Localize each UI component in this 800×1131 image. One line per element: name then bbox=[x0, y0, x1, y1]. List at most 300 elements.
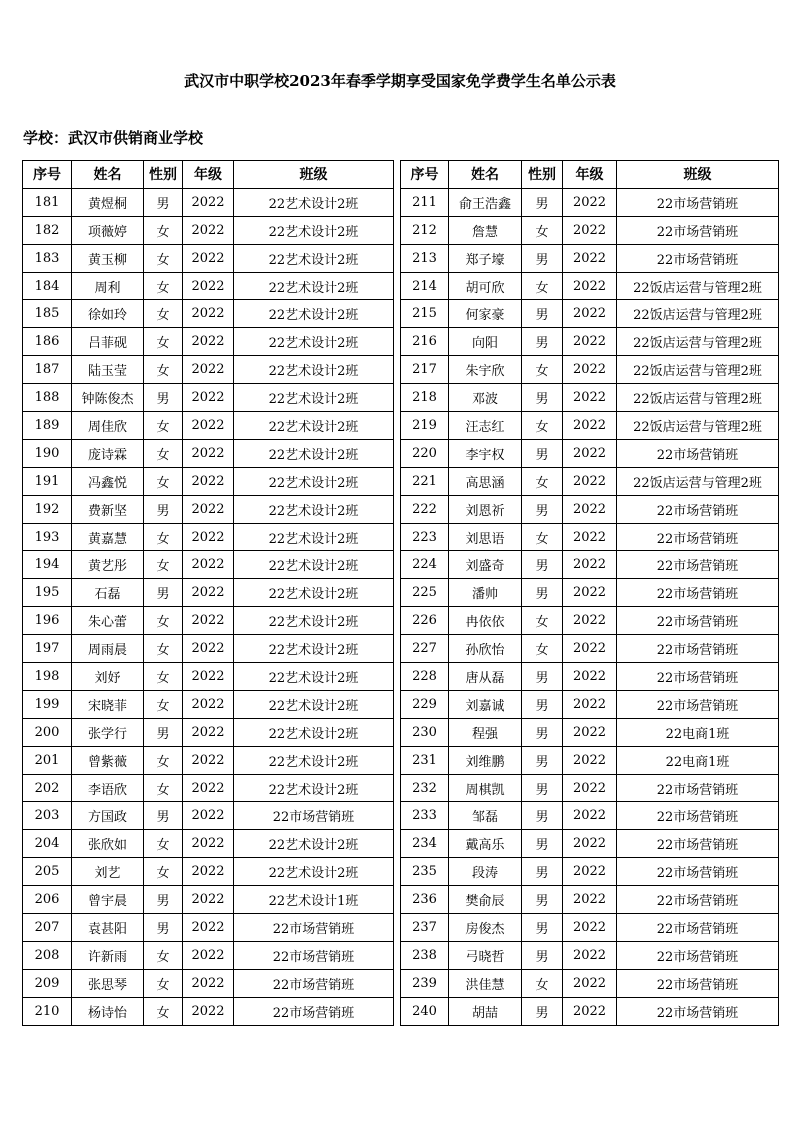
cell-gender: 女 bbox=[144, 272, 183, 300]
cell-name: 庞诗霖 bbox=[72, 439, 144, 467]
cell-name: 邹磊 bbox=[449, 802, 522, 830]
cell-class: 22市场营销班 bbox=[617, 914, 779, 942]
cell-gender: 男 bbox=[144, 718, 183, 746]
cell-grade: 2022 bbox=[563, 941, 617, 969]
cell-class: 22饭店运营与管理2班 bbox=[617, 300, 779, 328]
table-row bbox=[401, 272, 779, 300]
cell-index: 222 bbox=[401, 495, 449, 523]
cell-name: 刘盛奇 bbox=[449, 551, 522, 579]
cell-grade: 2022 bbox=[183, 523, 234, 551]
cell-name: 高思涵 bbox=[449, 467, 522, 495]
cell-class: 22艺术设计2班 bbox=[234, 300, 394, 328]
cell-name: 袁甚阳 bbox=[72, 914, 144, 942]
table-row bbox=[401, 941, 779, 969]
cell-grade: 2022 bbox=[563, 244, 617, 272]
cell-name: 刘恩祈 bbox=[449, 495, 522, 523]
cell-name: 吕菲砚 bbox=[72, 328, 144, 356]
cell-name: 胡可欣 bbox=[449, 272, 522, 300]
cell-gender: 男 bbox=[522, 802, 563, 830]
cell-index: 224 bbox=[401, 551, 449, 579]
cell-gender: 男 bbox=[522, 328, 563, 356]
cell-name: 刘艺 bbox=[72, 858, 144, 886]
cell-name: 邓波 bbox=[449, 384, 522, 412]
cell-index: 209 bbox=[23, 969, 72, 997]
cell-index: 186 bbox=[23, 328, 72, 356]
cell-index: 213 bbox=[401, 244, 449, 272]
cell-class: 22饭店运营与管理2班 bbox=[617, 356, 779, 384]
cell-name: 弓晓哲 bbox=[449, 941, 522, 969]
cell-gender: 男 bbox=[522, 663, 563, 691]
student-table-left bbox=[22, 160, 394, 1026]
cell-class: 22艺术设计2班 bbox=[234, 551, 394, 579]
cell-class: 22市场营销班 bbox=[617, 439, 779, 467]
table-row bbox=[401, 467, 779, 495]
cell-grade: 2022 bbox=[183, 467, 234, 495]
cell-index: 201 bbox=[23, 746, 72, 774]
cell-gender: 女 bbox=[144, 244, 183, 272]
cell-gender: 女 bbox=[144, 551, 183, 579]
cell-grade: 2022 bbox=[563, 384, 617, 412]
cell-grade: 2022 bbox=[183, 607, 234, 635]
page-title: 武汉市中职学校2023年春季学期享受国家免学费学生名单公示表 bbox=[184, 72, 616, 90]
cell-name: 黄玉柳 bbox=[72, 244, 144, 272]
cell-gender: 男 bbox=[522, 690, 563, 718]
cell-name: 宋晓菲 bbox=[72, 690, 144, 718]
cell-name: 唐从磊 bbox=[449, 663, 522, 691]
table-row bbox=[23, 746, 394, 774]
cell-index: 226 bbox=[401, 607, 449, 635]
cell-gender: 女 bbox=[144, 830, 183, 858]
cell-class: 22艺术设计2班 bbox=[234, 635, 394, 663]
cell-class: 22艺术设计1班 bbox=[234, 886, 394, 914]
cell-name: 项薇婷 bbox=[72, 216, 144, 244]
table-row bbox=[23, 830, 394, 858]
cell-index: 215 bbox=[401, 300, 449, 328]
cell-grade: 2022 bbox=[183, 495, 234, 523]
cell-grade: 2022 bbox=[183, 858, 234, 886]
table-row bbox=[23, 579, 394, 607]
cell-index: 231 bbox=[401, 746, 449, 774]
cell-index: 192 bbox=[23, 495, 72, 523]
cell-gender: 男 bbox=[522, 774, 563, 802]
table-row bbox=[401, 830, 779, 858]
cell-name: 曾宇晨 bbox=[72, 886, 144, 914]
cell-index: 225 bbox=[401, 579, 449, 607]
header-index: 序号 bbox=[23, 161, 72, 189]
table-row bbox=[23, 523, 394, 551]
table-row bbox=[401, 914, 779, 942]
cell-name: 周棋凯 bbox=[449, 774, 522, 802]
student-table-right bbox=[400, 160, 779, 1026]
cell-name: 程强 bbox=[449, 718, 522, 746]
cell-grade: 2022 bbox=[563, 523, 617, 551]
cell-index: 214 bbox=[401, 272, 449, 300]
cell-gender: 女 bbox=[144, 635, 183, 663]
header-grade: 年级 bbox=[563, 161, 617, 189]
cell-index: 193 bbox=[23, 523, 72, 551]
cell-grade: 2022 bbox=[563, 914, 617, 942]
cell-index: 197 bbox=[23, 635, 72, 663]
cell-gender: 女 bbox=[144, 300, 183, 328]
table-row bbox=[401, 746, 779, 774]
cell-name: 刘妤 bbox=[72, 663, 144, 691]
cell-gender: 女 bbox=[144, 746, 183, 774]
cell-name: 洪佳慧 bbox=[449, 969, 522, 997]
cell-name: 许新雨 bbox=[72, 941, 144, 969]
cell-gender: 男 bbox=[522, 300, 563, 328]
cell-class: 22市场营销班 bbox=[617, 830, 779, 858]
cell-name: 樊俞辰 bbox=[449, 886, 522, 914]
table-row bbox=[401, 607, 779, 635]
cell-index: 220 bbox=[401, 439, 449, 467]
table-row bbox=[23, 328, 394, 356]
table-row bbox=[401, 718, 779, 746]
cell-class: 22市场营销班 bbox=[617, 607, 779, 635]
cell-gender: 女 bbox=[144, 607, 183, 635]
cell-grade: 2022 bbox=[563, 551, 617, 579]
cell-name: 费新坚 bbox=[72, 495, 144, 523]
cell-class: 22市场营销班 bbox=[617, 244, 779, 272]
cell-name: 郑子壕 bbox=[449, 244, 522, 272]
cell-grade: 2022 bbox=[563, 188, 617, 216]
cell-index: 210 bbox=[23, 997, 72, 1025]
table-row bbox=[401, 495, 779, 523]
cell-index: 191 bbox=[23, 467, 72, 495]
header-grade: 年级 bbox=[183, 161, 234, 189]
cell-class: 22市场营销班 bbox=[617, 969, 779, 997]
cell-index: 227 bbox=[401, 635, 449, 663]
cell-name: 徐如玲 bbox=[72, 300, 144, 328]
cell-name: 张学行 bbox=[72, 718, 144, 746]
cell-class: 22电商1班 bbox=[617, 718, 779, 746]
cell-name: 刘嘉诚 bbox=[449, 690, 522, 718]
cell-index: 190 bbox=[23, 439, 72, 467]
cell-name: 朱宇欣 bbox=[449, 356, 522, 384]
cell-index: 203 bbox=[23, 802, 72, 830]
cell-grade: 2022 bbox=[563, 718, 617, 746]
header-class: 班级 bbox=[617, 161, 779, 189]
school-label: 学校：武汉市供销商业学校 bbox=[23, 129, 204, 147]
cell-grade: 2022 bbox=[183, 941, 234, 969]
cell-class: 22艺术设计2班 bbox=[234, 690, 394, 718]
cell-index: 228 bbox=[401, 663, 449, 691]
cell-class: 22市场营销班 bbox=[617, 774, 779, 802]
cell-class: 22市场营销班 bbox=[617, 635, 779, 663]
cell-name: 冉依依 bbox=[449, 607, 522, 635]
cell-name: 汪志红 bbox=[449, 412, 522, 440]
cell-index: 240 bbox=[401, 997, 449, 1025]
cell-index: 223 bbox=[401, 523, 449, 551]
cell-index: 185 bbox=[23, 300, 72, 328]
cell-index: 217 bbox=[401, 356, 449, 384]
cell-class: 22市场营销班 bbox=[617, 858, 779, 886]
cell-gender: 男 bbox=[522, 914, 563, 942]
cell-name: 黄艺彤 bbox=[72, 551, 144, 579]
cell-index: 208 bbox=[23, 941, 72, 969]
header-name: 姓名 bbox=[72, 161, 144, 189]
cell-class: 22饭店运营与管理2班 bbox=[617, 384, 779, 412]
cell-name: 方国政 bbox=[72, 802, 144, 830]
table-row bbox=[23, 412, 394, 440]
cell-gender: 女 bbox=[144, 690, 183, 718]
cell-grade: 2022 bbox=[183, 272, 234, 300]
cell-name: 房俊杰 bbox=[449, 914, 522, 942]
cell-class: 22市场营销班 bbox=[234, 997, 394, 1025]
cell-class: 22艺术设计2班 bbox=[234, 663, 394, 691]
cell-gender: 男 bbox=[144, 188, 183, 216]
cell-grade: 2022 bbox=[183, 997, 234, 1025]
cell-gender: 男 bbox=[522, 746, 563, 774]
cell-grade: 2022 bbox=[563, 328, 617, 356]
cell-name: 俞王浩鑫 bbox=[449, 188, 522, 216]
cell-index: 189 bbox=[23, 412, 72, 440]
table-row bbox=[401, 579, 779, 607]
cell-gender: 男 bbox=[144, 914, 183, 942]
cell-index: 195 bbox=[23, 579, 72, 607]
cell-class: 22市场营销班 bbox=[234, 802, 394, 830]
cell-class: 22市场营销班 bbox=[234, 914, 394, 942]
cell-name: 石磊 bbox=[72, 579, 144, 607]
cell-gender: 女 bbox=[522, 356, 563, 384]
cell-grade: 2022 bbox=[183, 579, 234, 607]
cell-class: 22市场营销班 bbox=[617, 523, 779, 551]
cell-grade: 2022 bbox=[183, 746, 234, 774]
cell-grade: 2022 bbox=[563, 886, 617, 914]
table-row bbox=[23, 774, 394, 802]
table-row bbox=[401, 384, 779, 412]
table-row bbox=[401, 216, 779, 244]
cell-class: 22艺术设计2班 bbox=[234, 439, 394, 467]
cell-name: 李语欣 bbox=[72, 774, 144, 802]
table-row bbox=[23, 356, 394, 384]
cell-grade: 2022 bbox=[563, 467, 617, 495]
cell-gender: 女 bbox=[522, 216, 563, 244]
cell-index: 212 bbox=[401, 216, 449, 244]
table-row bbox=[23, 690, 394, 718]
cell-index: 196 bbox=[23, 607, 72, 635]
cell-class: 22饭店运营与管理2班 bbox=[617, 328, 779, 356]
cell-class: 22艺术设计2班 bbox=[234, 272, 394, 300]
cell-name: 周佳欣 bbox=[72, 412, 144, 440]
cell-name: 段涛 bbox=[449, 858, 522, 886]
cell-index: 218 bbox=[401, 384, 449, 412]
cell-gender: 男 bbox=[522, 551, 563, 579]
cell-gender: 女 bbox=[522, 607, 563, 635]
table-row bbox=[23, 300, 394, 328]
cell-gender: 女 bbox=[144, 412, 183, 440]
cell-name: 潘帅 bbox=[449, 579, 522, 607]
cell-index: 234 bbox=[401, 830, 449, 858]
cell-grade: 2022 bbox=[563, 969, 617, 997]
cell-class: 22市场营销班 bbox=[617, 941, 779, 969]
table-row bbox=[23, 997, 394, 1025]
cell-name: 冯鑫悦 bbox=[72, 467, 144, 495]
cell-gender: 女 bbox=[144, 523, 183, 551]
cell-grade: 2022 bbox=[183, 690, 234, 718]
cell-gender: 男 bbox=[522, 858, 563, 886]
table-row bbox=[401, 356, 779, 384]
cell-class: 22艺术设计2班 bbox=[234, 607, 394, 635]
cell-index: 221 bbox=[401, 467, 449, 495]
cell-grade: 2022 bbox=[183, 216, 234, 244]
cell-class: 22市场营销班 bbox=[617, 495, 779, 523]
cell-index: 194 bbox=[23, 551, 72, 579]
cell-gender: 男 bbox=[144, 495, 183, 523]
table-row bbox=[23, 663, 394, 691]
cell-grade: 2022 bbox=[563, 997, 617, 1025]
cell-name: 黄煜桐 bbox=[72, 188, 144, 216]
cell-gender: 女 bbox=[522, 467, 563, 495]
cell-index: 188 bbox=[23, 384, 72, 412]
cell-grade: 2022 bbox=[183, 384, 234, 412]
cell-index: 183 bbox=[23, 244, 72, 272]
cell-index: 200 bbox=[23, 718, 72, 746]
cell-gender: 女 bbox=[144, 774, 183, 802]
cell-gender: 男 bbox=[144, 579, 183, 607]
cell-index: 187 bbox=[23, 356, 72, 384]
cell-class: 22市场营销班 bbox=[617, 997, 779, 1025]
cell-name: 周利 bbox=[72, 272, 144, 300]
cell-class: 22艺术设计2班 bbox=[234, 412, 394, 440]
cell-gender: 男 bbox=[144, 886, 183, 914]
cell-class: 22艺术设计2班 bbox=[234, 746, 394, 774]
cell-index: 181 bbox=[23, 188, 72, 216]
cell-index: 239 bbox=[401, 969, 449, 997]
cell-gender: 女 bbox=[522, 272, 563, 300]
table-row bbox=[23, 718, 394, 746]
cell-class: 22艺术设计2班 bbox=[234, 356, 394, 384]
cell-name: 钟陈俊杰 bbox=[72, 384, 144, 412]
cell-gender: 女 bbox=[144, 997, 183, 1025]
cell-gender: 男 bbox=[522, 941, 563, 969]
cell-index: 233 bbox=[401, 802, 449, 830]
table-row bbox=[401, 551, 779, 579]
table-row bbox=[23, 188, 394, 216]
cell-grade: 2022 bbox=[183, 914, 234, 942]
table-row bbox=[23, 607, 394, 635]
table-row bbox=[401, 300, 779, 328]
cell-index: 205 bbox=[23, 858, 72, 886]
table-row bbox=[23, 439, 394, 467]
cell-gender: 女 bbox=[144, 467, 183, 495]
cell-grade: 2022 bbox=[183, 969, 234, 997]
cell-class: 22市场营销班 bbox=[617, 690, 779, 718]
cell-grade: 2022 bbox=[563, 830, 617, 858]
cell-index: 198 bbox=[23, 663, 72, 691]
cell-class: 22市场营销班 bbox=[617, 216, 779, 244]
cell-grade: 2022 bbox=[183, 718, 234, 746]
table-row bbox=[23, 635, 394, 663]
cell-grade: 2022 bbox=[563, 356, 617, 384]
table-row bbox=[23, 551, 394, 579]
cell-name: 戴高乐 bbox=[449, 830, 522, 858]
cell-grade: 2022 bbox=[183, 830, 234, 858]
cell-class: 22市场营销班 bbox=[617, 886, 779, 914]
cell-name: 曾紫薇 bbox=[72, 746, 144, 774]
cell-gender: 男 bbox=[522, 579, 563, 607]
cell-grade: 2022 bbox=[183, 663, 234, 691]
cell-class: 22市场营销班 bbox=[617, 188, 779, 216]
table-row bbox=[23, 886, 394, 914]
cell-index: 219 bbox=[401, 412, 449, 440]
cell-index: 207 bbox=[23, 914, 72, 942]
cell-class: 22艺术设计2班 bbox=[234, 718, 394, 746]
table-row bbox=[23, 384, 394, 412]
cell-index: 235 bbox=[401, 858, 449, 886]
cell-name: 陆玉莹 bbox=[72, 356, 144, 384]
cell-name: 何家豪 bbox=[449, 300, 522, 328]
cell-gender: 男 bbox=[522, 439, 563, 467]
cell-class: 22艺术设计2班 bbox=[234, 188, 394, 216]
table-row bbox=[23, 216, 394, 244]
cell-grade: 2022 bbox=[563, 746, 617, 774]
header-gender: 性别 bbox=[144, 161, 183, 189]
cell-gender: 男 bbox=[144, 384, 183, 412]
cell-class: 22饭店运营与管理2班 bbox=[617, 272, 779, 300]
cell-index: 184 bbox=[23, 272, 72, 300]
cell-class: 22艺术设计2班 bbox=[234, 523, 394, 551]
cell-class: 22艺术设计2班 bbox=[234, 495, 394, 523]
cell-grade: 2022 bbox=[563, 607, 617, 635]
cell-class: 22艺术设计2班 bbox=[234, 328, 394, 356]
table-row bbox=[401, 774, 779, 802]
cell-index: 202 bbox=[23, 774, 72, 802]
cell-gender: 女 bbox=[144, 216, 183, 244]
table-row bbox=[401, 188, 779, 216]
cell-grade: 2022 bbox=[563, 635, 617, 663]
cell-name: 黄嘉慧 bbox=[72, 523, 144, 551]
cell-grade: 2022 bbox=[563, 802, 617, 830]
cell-grade: 2022 bbox=[183, 551, 234, 579]
cell-class: 22艺术设计2班 bbox=[234, 216, 394, 244]
header-name: 姓名 bbox=[449, 161, 522, 189]
cell-gender: 男 bbox=[522, 997, 563, 1025]
table-row bbox=[23, 272, 394, 300]
cell-index: 216 bbox=[401, 328, 449, 356]
table-header-row bbox=[401, 161, 779, 189]
cell-gender: 女 bbox=[522, 412, 563, 440]
cell-grade: 2022 bbox=[183, 635, 234, 663]
cell-index: 238 bbox=[401, 941, 449, 969]
cell-gender: 男 bbox=[522, 244, 563, 272]
cell-grade: 2022 bbox=[183, 244, 234, 272]
cell-grade: 2022 bbox=[563, 300, 617, 328]
cell-index: 206 bbox=[23, 886, 72, 914]
table-row bbox=[23, 244, 394, 272]
cell-gender: 女 bbox=[144, 858, 183, 886]
cell-gender: 男 bbox=[522, 886, 563, 914]
table-row bbox=[401, 802, 779, 830]
cell-grade: 2022 bbox=[183, 886, 234, 914]
table-row bbox=[401, 635, 779, 663]
cell-grade: 2022 bbox=[183, 188, 234, 216]
cell-grade: 2022 bbox=[183, 439, 234, 467]
cell-grade: 2022 bbox=[563, 690, 617, 718]
cell-class: 22艺术设计2班 bbox=[234, 384, 394, 412]
cell-class: 22市场营销班 bbox=[234, 969, 394, 997]
cell-class: 22市场营销班 bbox=[617, 579, 779, 607]
table-row bbox=[401, 690, 779, 718]
cell-grade: 2022 bbox=[563, 216, 617, 244]
table-header-row bbox=[23, 161, 394, 189]
cell-name: 胡喆 bbox=[449, 997, 522, 1025]
table-row bbox=[401, 244, 779, 272]
header-gender: 性别 bbox=[522, 161, 563, 189]
table-row bbox=[23, 495, 394, 523]
cell-gender: 男 bbox=[522, 495, 563, 523]
cell-name: 张思琴 bbox=[72, 969, 144, 997]
cell-class: 22市场营销班 bbox=[617, 551, 779, 579]
